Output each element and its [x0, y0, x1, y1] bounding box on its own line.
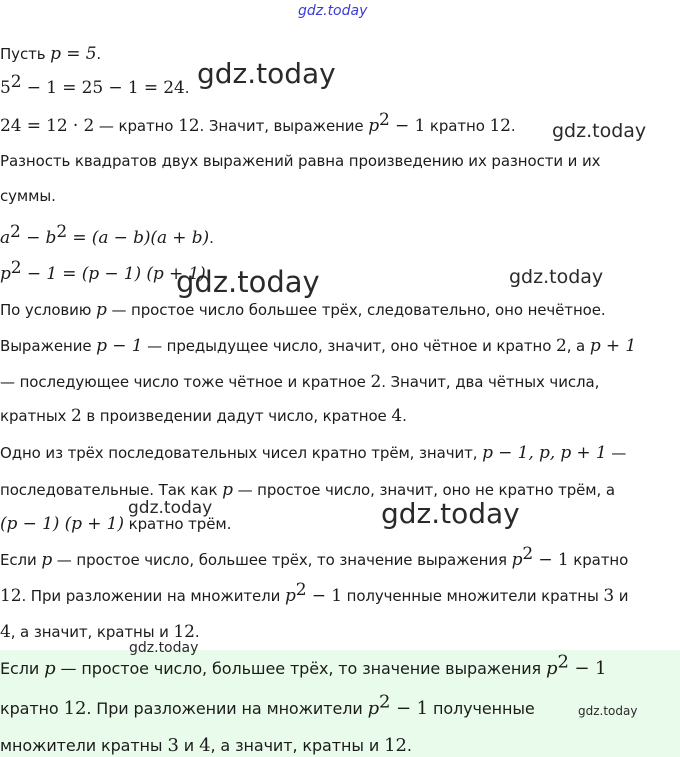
exponent: 2	[379, 691, 391, 713]
watermark: gdz.today	[197, 57, 336, 90]
watermark: gdz.today	[552, 120, 647, 142]
text: и	[178, 736, 200, 755]
text: Одно из трёх последовательных чисел кратно трём, значит,	[0, 444, 483, 462]
math: 12	[63, 698, 87, 719]
math: 24 = 12 · 2	[0, 116, 95, 136]
text: полученные множители кратны	[341, 587, 604, 605]
solution-line-10	[0, 372, 599, 392]
exponent: 2	[10, 72, 22, 92]
text: По условию	[0, 301, 96, 319]
text: — простое число, значит, оно не кратно трём, а	[232, 481, 615, 499]
text: и	[614, 587, 629, 605]
math: − 1 = 25 − 1 = 24	[21, 78, 185, 98]
text: . При разложении на множители	[86, 699, 368, 718]
math: p	[546, 658, 558, 679]
exponent: 2	[557, 651, 569, 673]
exponent: 2	[379, 110, 390, 130]
solution-line-12	[0, 443, 626, 463]
math: p + 1	[589, 336, 637, 356]
exponent: 2	[522, 544, 534, 564]
watermark: gdz.today	[128, 498, 213, 518]
text: — простое число большее трёх, следовательно, оно нечётное.	[106, 301, 606, 319]
math: 2	[71, 406, 82, 426]
math: p	[44, 658, 56, 679]
text: — предыдущее число, значит, оно чётное и кратно	[142, 337, 556, 355]
solution-line-13	[0, 480, 615, 500]
answer-line-3	[0, 735, 412, 756]
text: — простое число, большее трёх, то значение выражения	[52, 551, 512, 569]
text: . При разложении на множители	[21, 587, 285, 605]
text: , а значит, кратны и	[210, 736, 385, 755]
solution-line-7	[0, 258, 206, 284]
text: Если	[0, 659, 45, 678]
text: Выражение	[0, 337, 97, 355]
text: .	[402, 407, 407, 425]
math: − 1	[389, 116, 426, 136]
text: Пусть	[0, 45, 51, 63]
math: 3	[603, 586, 615, 606]
solution-line-17	[0, 622, 200, 642]
math: 3	[167, 735, 179, 756]
solution-line-2	[0, 72, 190, 98]
text: .	[184, 79, 190, 97]
solution-line-4	[0, 152, 600, 170]
solution-line-5	[0, 187, 56, 205]
text: . Значит, два чётных числа,	[381, 373, 600, 391]
math: p	[96, 300, 107, 320]
text: .	[406, 736, 412, 755]
text: — последующее число тоже чётное и кратное	[0, 373, 371, 391]
math: 4	[0, 622, 11, 642]
text: последовательные. Так как	[0, 481, 223, 499]
math: − b	[20, 228, 57, 248]
math: − 1	[306, 586, 342, 606]
text: .	[194, 623, 200, 641]
text: Разность квадратов двух выражений равна произведению их разности и их	[0, 152, 601, 170]
math: p	[284, 586, 296, 606]
watermark: gdz.today	[578, 704, 638, 718]
text: кратно	[0, 699, 64, 718]
exponent: 2	[56, 222, 68, 242]
math: = (a − b)(a + b)	[67, 228, 210, 248]
math: 4	[391, 406, 403, 426]
math: 4	[199, 735, 211, 756]
math: p = 5	[50, 44, 97, 64]
answer-line-2	[0, 691, 535, 719]
text: —	[606, 444, 627, 462]
math: − 1	[533, 550, 569, 570]
watermark: gdz.today	[129, 640, 199, 656]
exponent: 2	[10, 258, 22, 278]
text: — кратно	[94, 117, 179, 135]
solution-line-3	[0, 110, 516, 136]
solution-line-6	[0, 222, 214, 248]
text: полученные	[427, 699, 535, 718]
text: — простое число, большее трёх, то значение выражения	[55, 659, 547, 678]
watermark-top: gdz.today	[298, 3, 368, 19]
text: в произведении дадут число, кратное	[81, 407, 392, 425]
math: p − 1	[96, 336, 143, 356]
solution-line-11	[0, 406, 407, 426]
text: . Значит, выражение	[199, 117, 369, 135]
solution-line-16	[0, 580, 629, 606]
exponent: 2	[295, 580, 307, 600]
math: − 1 = (p − 1) (p + 1)	[21, 264, 206, 284]
math: − 1	[568, 658, 607, 679]
text: .	[209, 229, 214, 247]
text: .	[96, 45, 102, 63]
math: 2	[370, 372, 382, 392]
watermark: gdz.today	[176, 265, 320, 299]
math: 12	[384, 735, 407, 756]
math: p	[41, 550, 53, 570]
math: p − 1, p, p + 1	[482, 443, 607, 463]
text: кратных	[0, 407, 72, 425]
math: 12	[0, 586, 22, 606]
watermark: gdz.today	[381, 497, 520, 530]
math: p	[367, 698, 380, 719]
math: p	[222, 480, 233, 500]
text: кратно	[568, 551, 629, 569]
math: 12	[489, 116, 511, 136]
text: множители кратны	[0, 736, 168, 755]
solution-line-8	[0, 300, 606, 320]
solution-line-15	[0, 544, 629, 570]
math: − 1	[390, 698, 428, 719]
text: кратно трём.	[123, 515, 232, 533]
solution-line-14	[0, 514, 231, 534]
math: (p − 1) (p + 1)	[0, 514, 124, 534]
text: , а значит, кратны и	[10, 623, 174, 641]
math: 2	[555, 336, 567, 356]
exponent: 2	[10, 222, 21, 242]
text: Если	[0, 551, 42, 569]
math: p	[368, 116, 380, 136]
math: p	[0, 264, 11, 284]
text: , а	[566, 337, 590, 355]
answer-line-1	[0, 651, 607, 679]
math: 5	[0, 78, 11, 98]
math: 12	[173, 622, 195, 642]
watermark: gdz.today	[509, 266, 604, 288]
math: p	[511, 550, 523, 570]
solution-line-1	[0, 44, 101, 64]
math: a	[0, 228, 11, 248]
solution-line-9	[0, 336, 636, 356]
text: кратно	[425, 117, 490, 135]
math: 12	[178, 116, 200, 136]
text: суммы.	[0, 187, 56, 205]
text: .	[510, 117, 516, 135]
